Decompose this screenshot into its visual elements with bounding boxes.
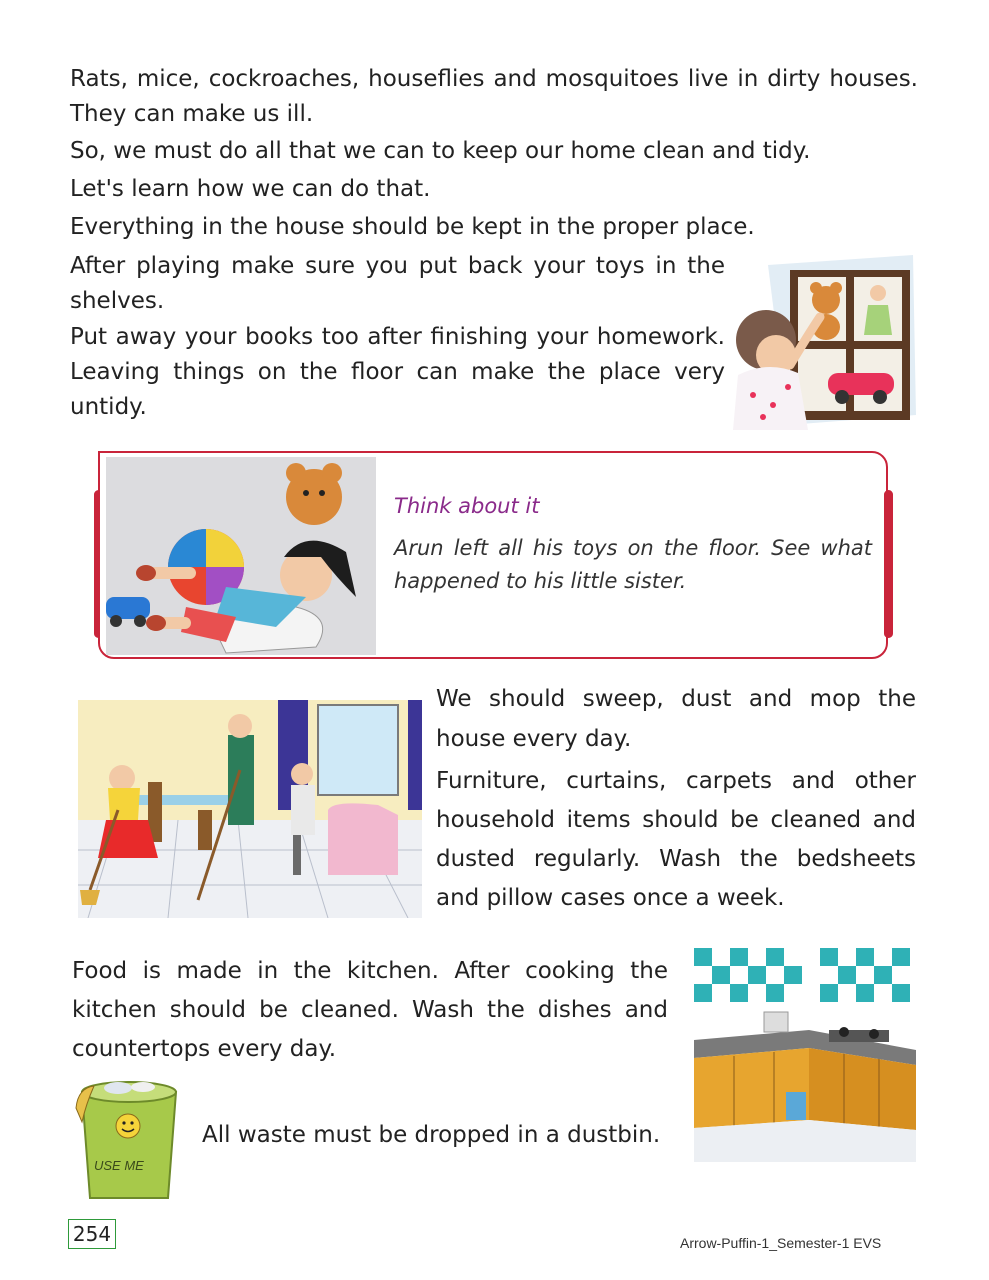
cleaning-room-illustration <box>78 700 422 918</box>
paragraph-lets-learn: Let's learn how we can do that. <box>70 176 431 202</box>
paragraph-keep-clean: So, we must do all that we can to keep our home clean and tidy. <box>70 138 811 164</box>
dustbin-label: USE ME <box>94 1158 144 1173</box>
girl-shelf-illustration <box>728 255 918 430</box>
page-number: 254 <box>68 1219 116 1249</box>
book-title: Arrow-Puffin-1_Semester-1 EVS <box>680 1235 882 1251</box>
paragraph-pests: Rats, mice, cockroaches, houseflies and mosquitoes live in dirty houses. They can make us ill. <box>70 66 918 127</box>
callout-body: Arun left all his toys on the floor. See what happened to his little sister. <box>394 536 872 593</box>
callout-right-bar <box>884 490 893 638</box>
paragraph-furniture: Furniture, curtains, carpets and other household items should be cleaned and dusted regularly. Wash the bedsheets and pillow cases once a week. <box>436 768 916 911</box>
paragraph-books: Put away your books too after finishing your homework. Leaving things on the floor can make the place very untidy. <box>70 324 725 420</box>
paragraph-proper-place: Everything in the house should be kept in the proper place. <box>70 214 755 240</box>
callout-title: Think about it <box>394 494 540 518</box>
paragraph-waste: All waste must be dropped in a dustbin. <box>202 1122 661 1148</box>
paragraph-sweep: We should sweep, dust and mop the house every day. <box>436 686 916 752</box>
dustbin-illustration <box>68 1078 188 1200</box>
paragraph-kitchen: Food is made in the kitchen. After cooking the kitchen should be cleaned. Wash the dishes and countertops every day. <box>72 958 668 1062</box>
paragraph-toys: After playing make sure you put back your toys in the shelves. <box>70 253 725 314</box>
fallen-sister-illustration <box>106 457 376 655</box>
kitchen-illustration <box>694 940 916 1162</box>
